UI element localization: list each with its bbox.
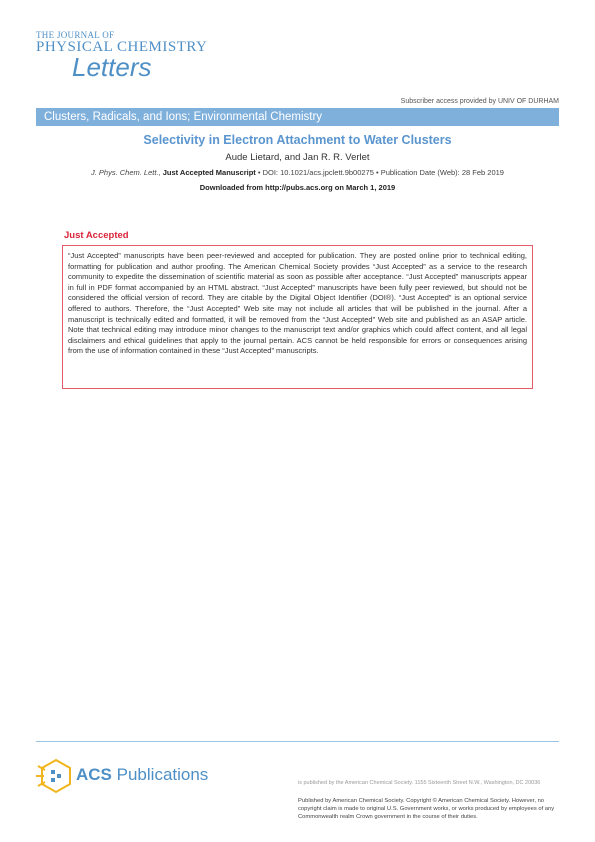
article-authors: Aude Lietard, and Jan R. R. Verlet	[225, 152, 370, 163]
journal-logo-line1: THE JOURNAL OF	[36, 30, 115, 40]
journal-abbrev: J. Phys. Chem. Lett.	[91, 168, 159, 177]
just-accepted-text: “Just Accepted” manuscripts have been peer-reviewed and accepted for publication. They are posted online prior to technical editing, formatting for publication and author proofing. The American Chemical Society provides “Just Accepted” as a service to the research community to expedite the dissemination of scientific material as soon as possible after acceptance. “Just Accepted” manuscripts appear in full in PDF format accompanied by an HTML abstract. “Just Accepted” manuscripts have been fully peer reviewed, but should not be considered the official version of record. They are citable by the Digital Object Identifier (DOI®). “Just Accepted” is an optional service offered to authors. Therefore, the “Just Accepted” Web site may not include all articles that will be published in the journal. After a manuscript is technically edited and formatted, it will be removed from the “Just Accepted” Web site and published as an ASAP article. Note that technical editing may introduce minor changes to the manuscript text and/or graphics which could affect content, and all legal disclaimers and ethical guidelines that apply to the journal pertain. ACS cannot be held responsible for errors or consequences arising from the use of information contained in these “Just Accepted” manuscripts.	[68, 251, 527, 356]
footer-divider	[36, 741, 559, 742]
downloaded-note: Downloaded from http://pubs.acs.org on March 1, 2019	[199, 183, 396, 192]
publication-date: Publication Date (Web): 28 Feb 2019	[380, 168, 504, 177]
article-citation: J. Phys. Chem. Lett., Just Accepted Manuscript • DOI: 10.1021/acs.jpclett.9b00275 • Publication Date (Web): 28 Feb 2019	[91, 168, 504, 177]
journal-logo-line2: PHYSICAL CHEMISTRY	[36, 39, 208, 55]
just-accepted-box	[62, 245, 533, 389]
acs-publications-wordmark[interactable]	[76, 765, 208, 785]
article-doi[interactable]: DOI: 10.1021/acs.jpclett.9b00275	[262, 168, 374, 177]
section-banner: Clusters, Radicals, and Ions; Environmental Chemistry	[36, 108, 559, 126]
publisher-line: is published by the American Chemical Society. 1155 Sixteenth Street N.W., Washington, DC 20036	[298, 780, 541, 786]
subscriber-access-note: Subscriber access provided by UNIV OF DURHAM	[400, 98, 559, 105]
article-title[interactable]: Selectivity in Electron Attachment to Water Clusters	[143, 133, 452, 147]
copyright-note: Published by American Chemical Society. Copyright © American Chemical Society. However, no copyright claim is made to original U.S. Government works, or works produced by employees of any Commonwealth realm Crown government in the course of their duties.	[298, 798, 555, 820]
manuscript-status: Just Accepted Manuscript	[162, 168, 256, 177]
just-accepted-label: Just Accepted	[64, 230, 129, 241]
journal-logo-line3: Letters	[72, 52, 152, 82]
acs-brand: ACS	[76, 765, 112, 784]
journal-logo	[36, 30, 236, 82]
acs-publications-word: Publications	[116, 765, 209, 784]
